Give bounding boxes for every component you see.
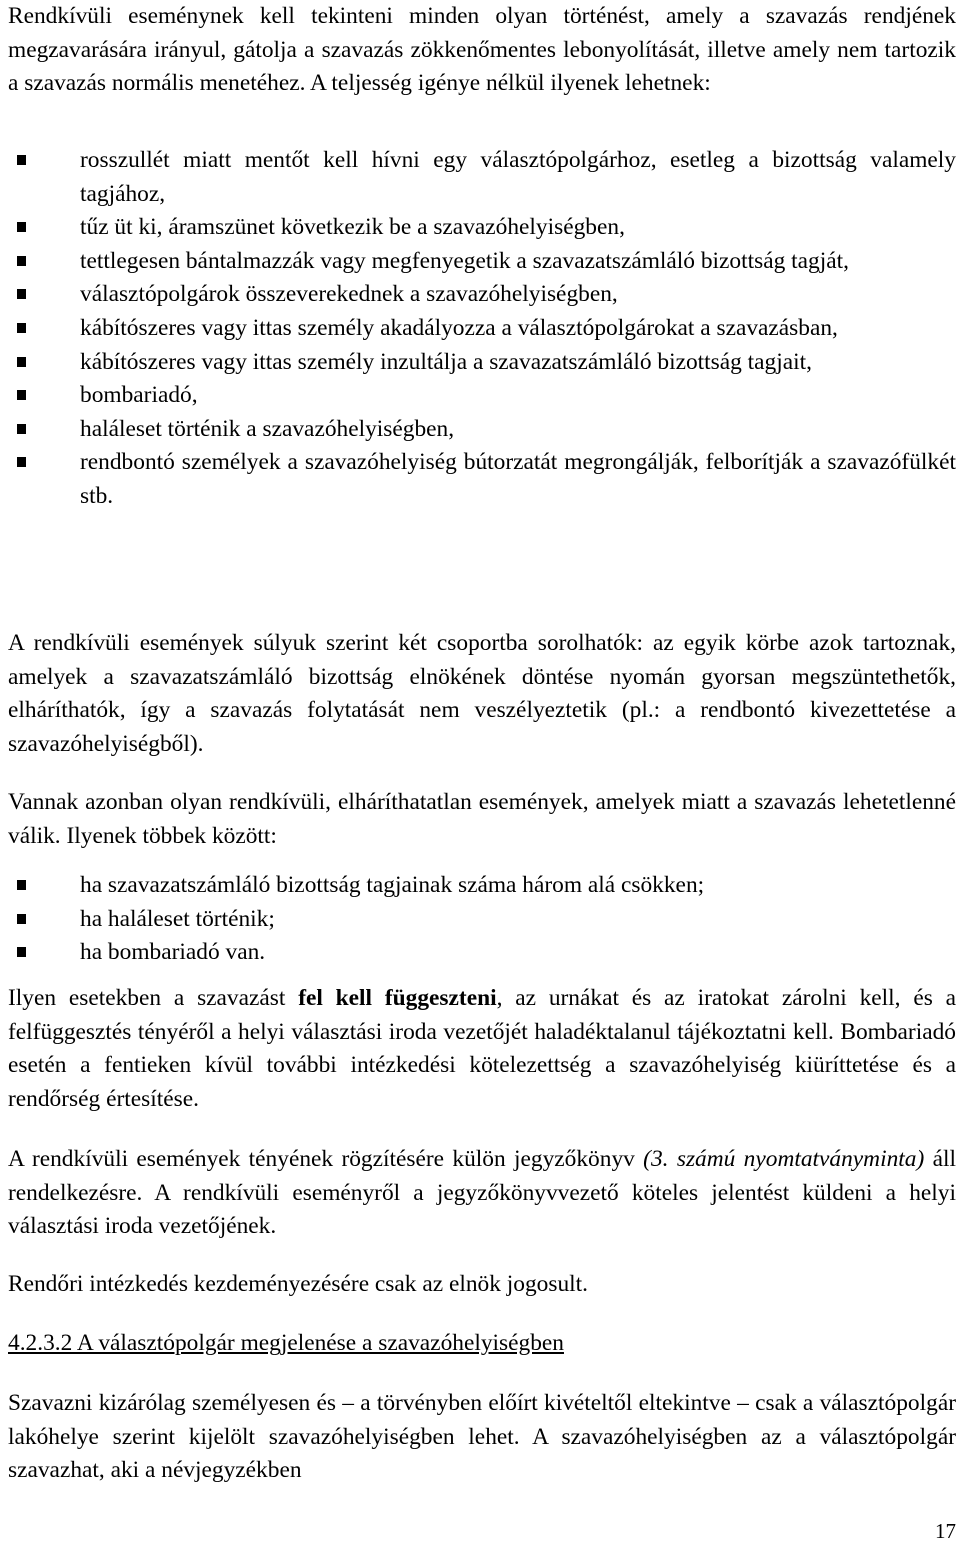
list-item: rendbontó személyek a szavazóhelyiség bútorzatát megrongálják, felborítják a szavazófülkét stb. (8, 446, 956, 513)
list-item: kábítószeres vagy ittas személy inzultálja a szavazatszámláló bizottság tagjait, (8, 346, 956, 380)
severity-paragraph: A rendkívüli események súlyuk szerint két csoportba sorolhatók: az egyik körbe azok tartoznak, amelyek a szavazatszámláló bizottság elnökének döntése nyomán gyorsan megszüntethetők, elháríthatók, így a szavazás folytatását nem veszélyeztetik (pl.: a rendbontó kivezettetése a szavazóhelyiségből). (8, 630, 956, 757)
voting-paragraph: Szavazni kizárólag személyesen és – a törvényben előírt kivételtől eltekintve – csak a választópolgár lakóhelye szerint kijelölt szavazóhelyiségben lehet. A szavazóhelyiségben az a választópolgár szavazhat, aki a névjegyzékben (8, 1390, 956, 1484)
square-bullet-icon (17, 155, 26, 165)
unavoidable-paragraph: Vannak azonban olyan rendkívüli, elháríthatatlan események, amelyek miatt a szavazás lehetetlenné válik. Ilyenek többek között: (8, 789, 956, 849)
list-item: ha szavazatszámláló bizottság tagjainak száma három alá csökken; (8, 869, 956, 903)
square-bullet-icon (17, 390, 26, 400)
square-bullet-icon (17, 289, 26, 299)
square-bullet-icon (17, 256, 26, 266)
square-bullet-icon (17, 323, 26, 333)
list-item: haláleset történik a szavazóhelyiségben, (8, 413, 956, 447)
section-heading: 4.2.3.2 A választópolgár megjelenése a szavazóhelyiségben (8, 1330, 564, 1356)
square-bullet-icon (17, 457, 26, 467)
unavoidable-list (8, 869, 956, 970)
square-bullet-icon (17, 424, 26, 434)
police-paragraph: Rendőri intézkedés kezdeményezésére csak az elnök jogosult. (8, 1271, 588, 1297)
page-number: 17 (935, 1519, 956, 1543)
intro-paragraph: Rendkívüli eseménynek kell tekinteni minden olyan történést, amely a szavazás rendjének megzavarására irányul, gátolja a szavazás zökkenőmentes lebonyolítását, illetve amely nem tartozik a szavazás normális menetéhez. A teljesség igénye nélkül ilyenek lehetnek: (8, 3, 956, 97)
list-item: bombariadó, (8, 379, 956, 413)
record-paragraph: A rendkívüli események tényének rögzítésére külön jegyzőkönyv (3. számú nyomtatványminta) áll rendelkezésre. A rendkívüli eseményről a jegyzőkönyvvezető köteles jelentést küldeni a helyi választási iroda vezetőjének. (8, 1146, 956, 1240)
list-item: tűz üt ki, áramszünet következik be a szavazóhelyiségben, (8, 211, 956, 245)
suspend-paragraph: Ilyen esetekben a szavazást fel kell függeszteni, az urnákat és az iratokat zárolni kell, és a felfüggesztés tényéről a helyi választási iroda vezetőjét haladéktalanul tájékoztatni kell. Bombariadó esetén a fentieken kívül további intézkedési kötelezettség a szavazóhelyiség kiüríttetése és a rendőrség értesítése. (8, 985, 956, 1112)
form-reference: (3. számú nyomtatványminta) (643, 1146, 925, 1172)
square-bullet-icon (17, 357, 26, 367)
list-item: kábítószeres vagy ittas személy akadályozza a választópolgárokat a szavazásban, (8, 312, 956, 346)
square-bullet-icon (17, 880, 26, 890)
incident-list (8, 144, 956, 514)
suspend-emphasis: fel kell függeszteni (298, 985, 497, 1011)
square-bullet-icon (17, 222, 26, 232)
list-item: rosszullét miatt mentőt kell hívni egy választópolgárhoz, esetleg a bizottság valamely tagjához, (8, 144, 956, 211)
square-bullet-icon (17, 914, 26, 924)
list-item: tettlegesen bántalmazzák vagy megfenyegetik a szavazatszámláló bizottság tagját, (8, 245, 956, 279)
list-item: ha bombariadó van. (8, 936, 956, 970)
list-item: ha haláleset történik; (8, 903, 956, 937)
square-bullet-icon (17, 947, 26, 957)
list-item: választópolgárok összeverekednek a szavazóhelyiségben, (8, 278, 956, 312)
